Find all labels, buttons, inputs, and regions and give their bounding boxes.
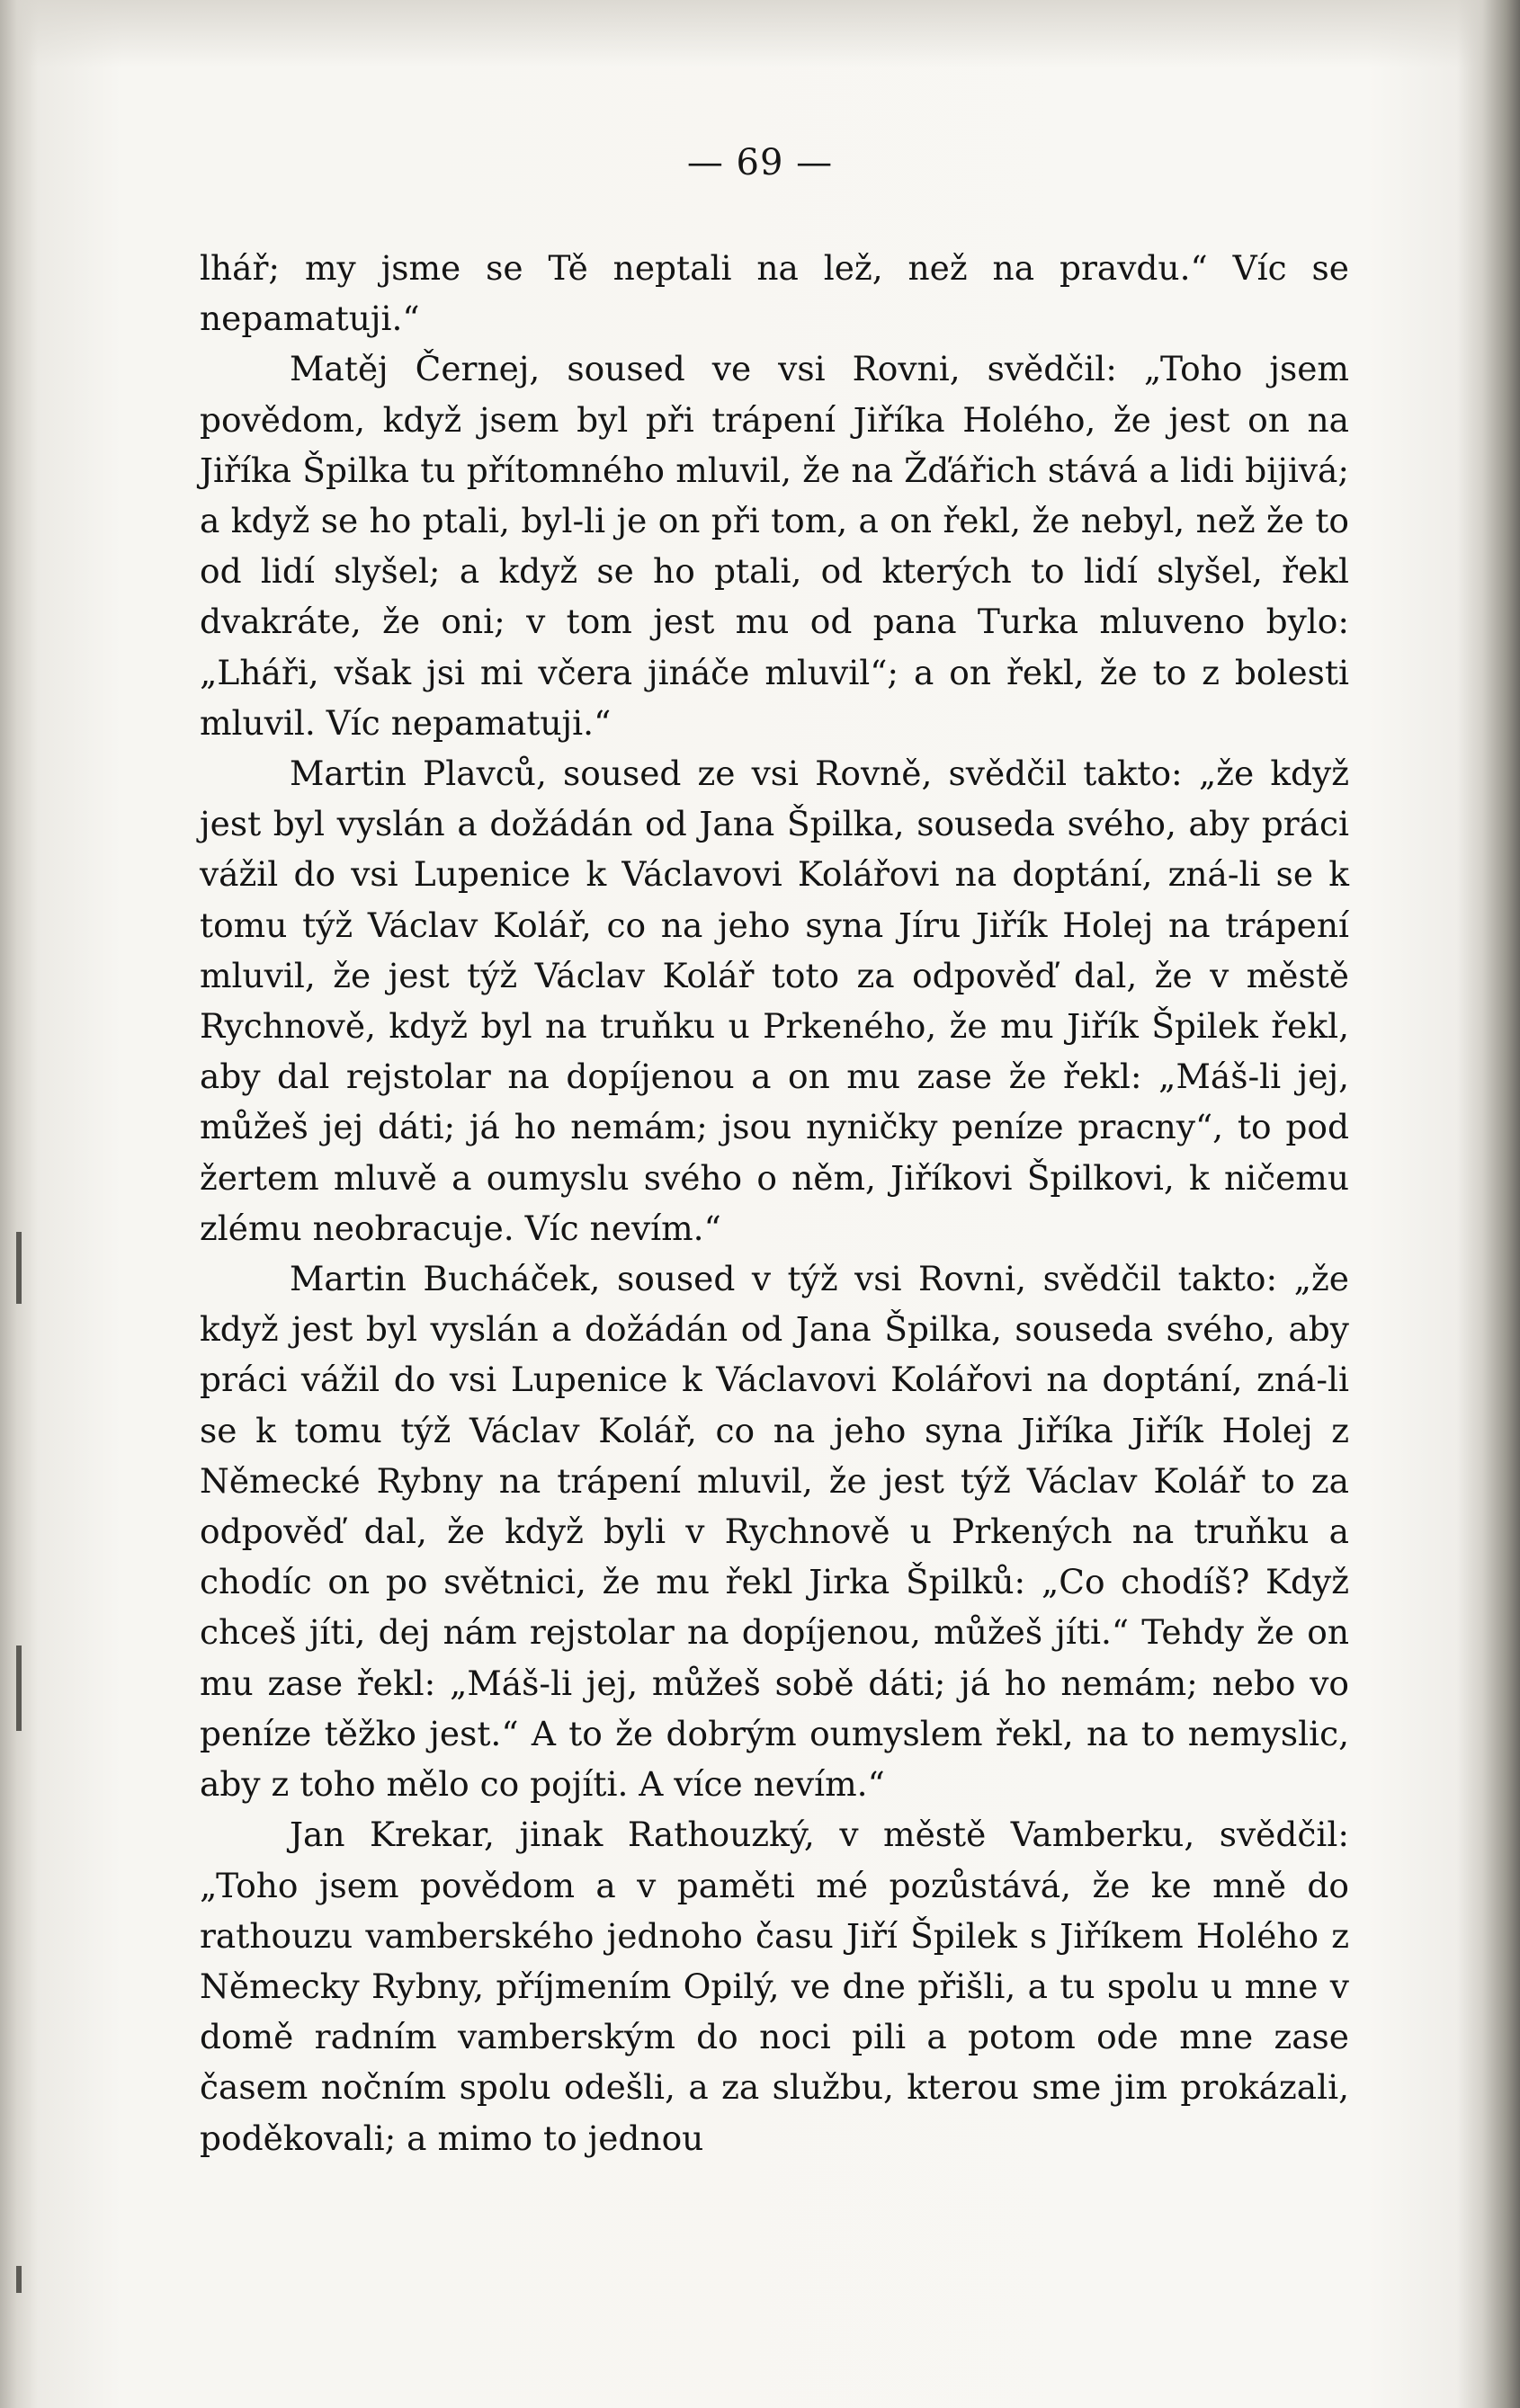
paragraph: Jan Krekar, jinak Rathouzký, v městě Vamberku, svědčil: „Toho jsem povědom a v paměti mé pozůstává, že ke mně do rathouzu vamberského jednoho času Jiří Špilek s Jiříkem Holého z Německy Rybny, příjmením Opilý, ve dne přišli, a tu spolu u mne v domě radním vamberským do noci pili a potom ode mne zase časem nočním spolu odešli, a za službu, kterou sme jim prokázali, poděkovali; a mimo to jednou xyxy=(200,1815,1349,2158)
body-text xyxy=(200,243,1349,2163)
paragraph: Matěj Černej, soused ve vsi Rovni, svědčil: „Toho jsem povědom, když jsem byl při trápení Jiříka Holého, že jest on na Jiříka Špilka tu přítomného mluvil, že na Žďářich stává a lidi bijivá; a když se ho ptali, byl-li je on při tom, a on řekl, že nebyl, než že to od lidí slyšel; a když se ho ptali, od kterých to lidí slyšel, řekl dvakráte, že oni; v tom jest mu od pana Turka mluveno bylo: „Lháři, však jsi mi včera jináče mluvil“; a on řekl, že to z bolesti mluvil. Víc nepamatuji.“ xyxy=(200,349,1349,743)
page-number: — 69 — xyxy=(686,142,834,183)
binding-mark xyxy=(16,1645,22,1731)
left-edge-shadow xyxy=(0,0,38,2408)
paragraph: Martin Bucháček, soused v týž vsi Rovni, svědčil takto: „že když jest byl vyslán a dožádán od Jana Špilka, souseda svého, aby práci vážil do vsi Lupenice k Václavovi Kolářovi na doptání, zná-li se k tomu týž Václav Kolář, co na jeho syna Jiříka Jiřík Holej z Německé Rybny na trápení mluvil, že jest týž Václav Kolář to za odpověď dal, že když byli v Rychnově u Prkených na truňku a chodíc on po světnici, že mu řekl Jirka Špilků: „Co chodíš? Když chceš jíti, dej nám rejstolar na dopíjenou, můžeš jíti.“ Tehdy že on mu zase řekl: „Máš-li jej, můžeš sobě dáti; já ho nemám; nebo vo peníze těžko jest.“ A to že dobrým oumyslem řekl, na to nemyslic, aby z toho mělo co pojíti. A více nevím.“ xyxy=(200,1259,1349,1805)
paragraph: Martin Plavců, soused ze vsi Rovně, svědčil takto: „že když jest byl vyslán a dožádán od Jana Špilka, souseda svého, aby práci vážil do vsi Lupenice k Václavovi Kolářovi na doptání, zná-li se k tomu týž Václav Kolář, co na jeho syna Jíru Jiřík Holej na trápení mluvil, že jest týž Václav Kolář toto za odpověď dal, že v městě Rychnově, když byl na truňku u Prkeného, že mu Jiřík Špilek řekl, aby dal rejstolar na dopíjenou a on mu zase že řekl: „Máš-li jej, můžeš jej dáti; já ho nemám; jsou nyničky peníze pracny“, to pod žertem mluvě a oumyslu svého o něm, Jiříkovi Špilkovi, k ničemu zlému neobracuje. Víc nevím.“ xyxy=(200,754,1349,1248)
binding-mark xyxy=(16,2266,22,2293)
binding-mark xyxy=(16,1232,22,1304)
paragraph: lhář; my jsme se Tě neptali na lež, než na pravdu.“ Víc se nepamatuji.“ xyxy=(200,248,1349,339)
right-edge-shadow xyxy=(1457,0,1520,2408)
top-edge-shadow xyxy=(0,0,1520,67)
